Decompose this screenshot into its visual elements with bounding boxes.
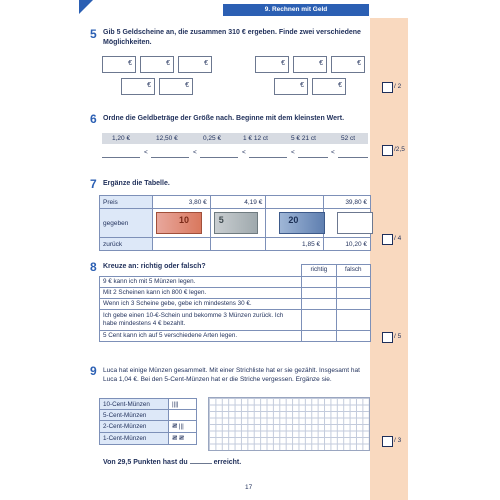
score-label: / 4 [394, 235, 402, 242]
row-label: gegeben [100, 209, 153, 238]
amount-label: 52 ct [341, 135, 356, 142]
statement-cell: 5 Cent kann ich auf 5 verschiedene Arten legen. [100, 331, 302, 342]
task-text: Ordne die Geldbeträge der Größe nach. Beginne mit dem kleinsten Wert. [103, 115, 345, 122]
less-than-sign: < [144, 149, 148, 156]
checkbox-richtig[interactable] [302, 310, 336, 331]
back-cell: 1,85 € [266, 238, 324, 251]
amount-label: 12,50 € [156, 135, 178, 142]
score-label: /2,5 [394, 146, 405, 153]
checkbox-richtig[interactable] [302, 288, 336, 299]
given-answer-box[interactable] [337, 212, 373, 234]
amounts-bar [102, 133, 368, 144]
bill-box[interactable]: € [293, 56, 327, 73]
ten-euro-note-icon: 10 [156, 212, 202, 234]
bill-box[interactable]: € [255, 56, 289, 73]
coin-label: 2-Cent-Münzen [100, 421, 169, 433]
answer-line[interactable] [151, 157, 189, 158]
bill-box[interactable]: € [274, 78, 308, 95]
amount-label: 1 € 12 ct [243, 135, 268, 142]
statement-cell: Wenn ich 3 Scheine gebe, gebe ich mindestens 30 €. [100, 299, 302, 310]
tally-cell[interactable] [169, 410, 197, 421]
back-cell[interactable] [153, 238, 211, 251]
checkbox-falsch[interactable] [336, 277, 370, 288]
column-header-richtig: richtig [302, 265, 336, 277]
amount-label: 1,20 € [112, 135, 131, 142]
coin-label: 5-Cent-Münzen [100, 410, 169, 421]
twenty-euro-note-icon: 20 [279, 212, 325, 234]
score-label: / 3 [394, 437, 402, 444]
row-label: Preis [100, 196, 153, 209]
given-cell [324, 209, 371, 238]
less-than-sign: < [193, 149, 197, 156]
score-box[interactable] [382, 82, 393, 93]
back-cell: 10,20 € [324, 238, 371, 251]
total-score-text: Von 29,5 Punkten hast du erreicht. [103, 459, 242, 466]
task-text: Kreuze an: richtig oder falsch? [103, 263, 206, 270]
score-box[interactable] [382, 234, 393, 245]
statement-cell: 9 € kann ich mit 5 Münzen legen. [100, 277, 302, 288]
checkbox-richtig[interactable] [302, 331, 336, 342]
task-number: 5 [90, 27, 97, 41]
task-number: 7 [90, 177, 97, 191]
score-box[interactable] [382, 436, 393, 447]
calculation-grid[interactable] [208, 397, 370, 451]
true-false-table [99, 264, 371, 342]
task-text: Gib 5 Geldscheine an, die zusammen 310 € ergeben. Finde zwei verschiedene Möglichkeiten. [103, 29, 361, 46]
back-cell[interactable] [210, 238, 266, 251]
answer-line[interactable] [249, 157, 287, 158]
chapter-header: 9. Rechnen mit Geld [223, 4, 369, 16]
answer-line[interactable] [102, 157, 140, 158]
answer-group-2 [255, 56, 365, 96]
bill-box[interactable]: € [102, 56, 136, 73]
tally-table [99, 398, 197, 445]
checkbox-falsch[interactable] [336, 310, 370, 331]
task-number: 9 [90, 364, 97, 378]
given-cell [153, 209, 211, 238]
checkbox-richtig[interactable] [302, 299, 336, 310]
checkbox-falsch[interactable] [336, 288, 370, 299]
task-number: 8 [90, 260, 97, 274]
answer-line[interactable] [200, 157, 238, 158]
given-cell [210, 209, 266, 238]
less-than-sign: < [331, 149, 335, 156]
bill-box[interactable]: € [140, 56, 174, 73]
price-cell: 4,19 € [210, 196, 266, 209]
task-number: 6 [90, 112, 97, 126]
task-text: Luca hat einige Münzen gesammelt. Mit einer Strichliste hat er sie gezählt. Insgesamt hat Luca 1,04 €. Bei den 5-Cent-Münzen hat er die Striche vergessen. Ergänze sie. [103, 367, 360, 383]
coin-label: 10-Cent-Münzen [100, 399, 169, 410]
less-than-sign: < [291, 149, 295, 156]
statement-cell: Ich gebe einen 10-€-Schein und bekomme 3 Münzen zurück. Ich habe mindestens 4 € bezahlt. [100, 310, 302, 331]
five-euro-note-icon: 5 [214, 212, 258, 234]
given-cell [266, 209, 324, 238]
checkbox-richtig[interactable] [302, 277, 336, 288]
answer-line[interactable] [298, 157, 328, 158]
price-cell: 39,80 € [324, 196, 371, 209]
score-box[interactable] [382, 145, 393, 156]
bill-box[interactable]: € [178, 56, 212, 73]
coin-label: 1-Cent-Münzen [100, 433, 169, 445]
amount-label: 5 € 21 ct [291, 135, 316, 142]
task-text: Ergänze die Tabelle. [103, 180, 170, 187]
score-label: / 5 [394, 333, 402, 340]
total-score-blank[interactable] [190, 463, 212, 464]
score-box[interactable] [382, 332, 393, 343]
score-label: / 2 [394, 83, 402, 90]
less-than-sign: < [242, 149, 246, 156]
statement-cell: Mit 2 Scheinen kann ich 800 € legen. [100, 288, 302, 299]
answer-group-1 [102, 56, 212, 96]
bill-box[interactable]: € [159, 78, 193, 95]
answer-line[interactable] [338, 157, 368, 158]
change-table [99, 195, 371, 251]
amount-label: 0,25 € [203, 135, 222, 142]
bill-box[interactable]: € [312, 78, 346, 95]
checkbox-falsch[interactable] [336, 299, 370, 310]
price-cell: 3,80 € [153, 196, 211, 209]
price-cell[interactable] [266, 196, 324, 209]
page-number: 17 [245, 484, 253, 491]
row-label: zurück [100, 238, 153, 251]
order-answer-row [102, 148, 368, 160]
checkbox-falsch[interactable] [336, 331, 370, 342]
tally-cell: 𝍸 𝍸 [169, 433, 197, 445]
column-header-falsch: falsch [336, 265, 370, 277]
bill-box[interactable]: € [121, 78, 155, 95]
tally-cell: |||| [169, 399, 197, 410]
bill-box[interactable]: € [331, 56, 365, 73]
tally-cell: 𝍸 ||| [169, 421, 197, 433]
